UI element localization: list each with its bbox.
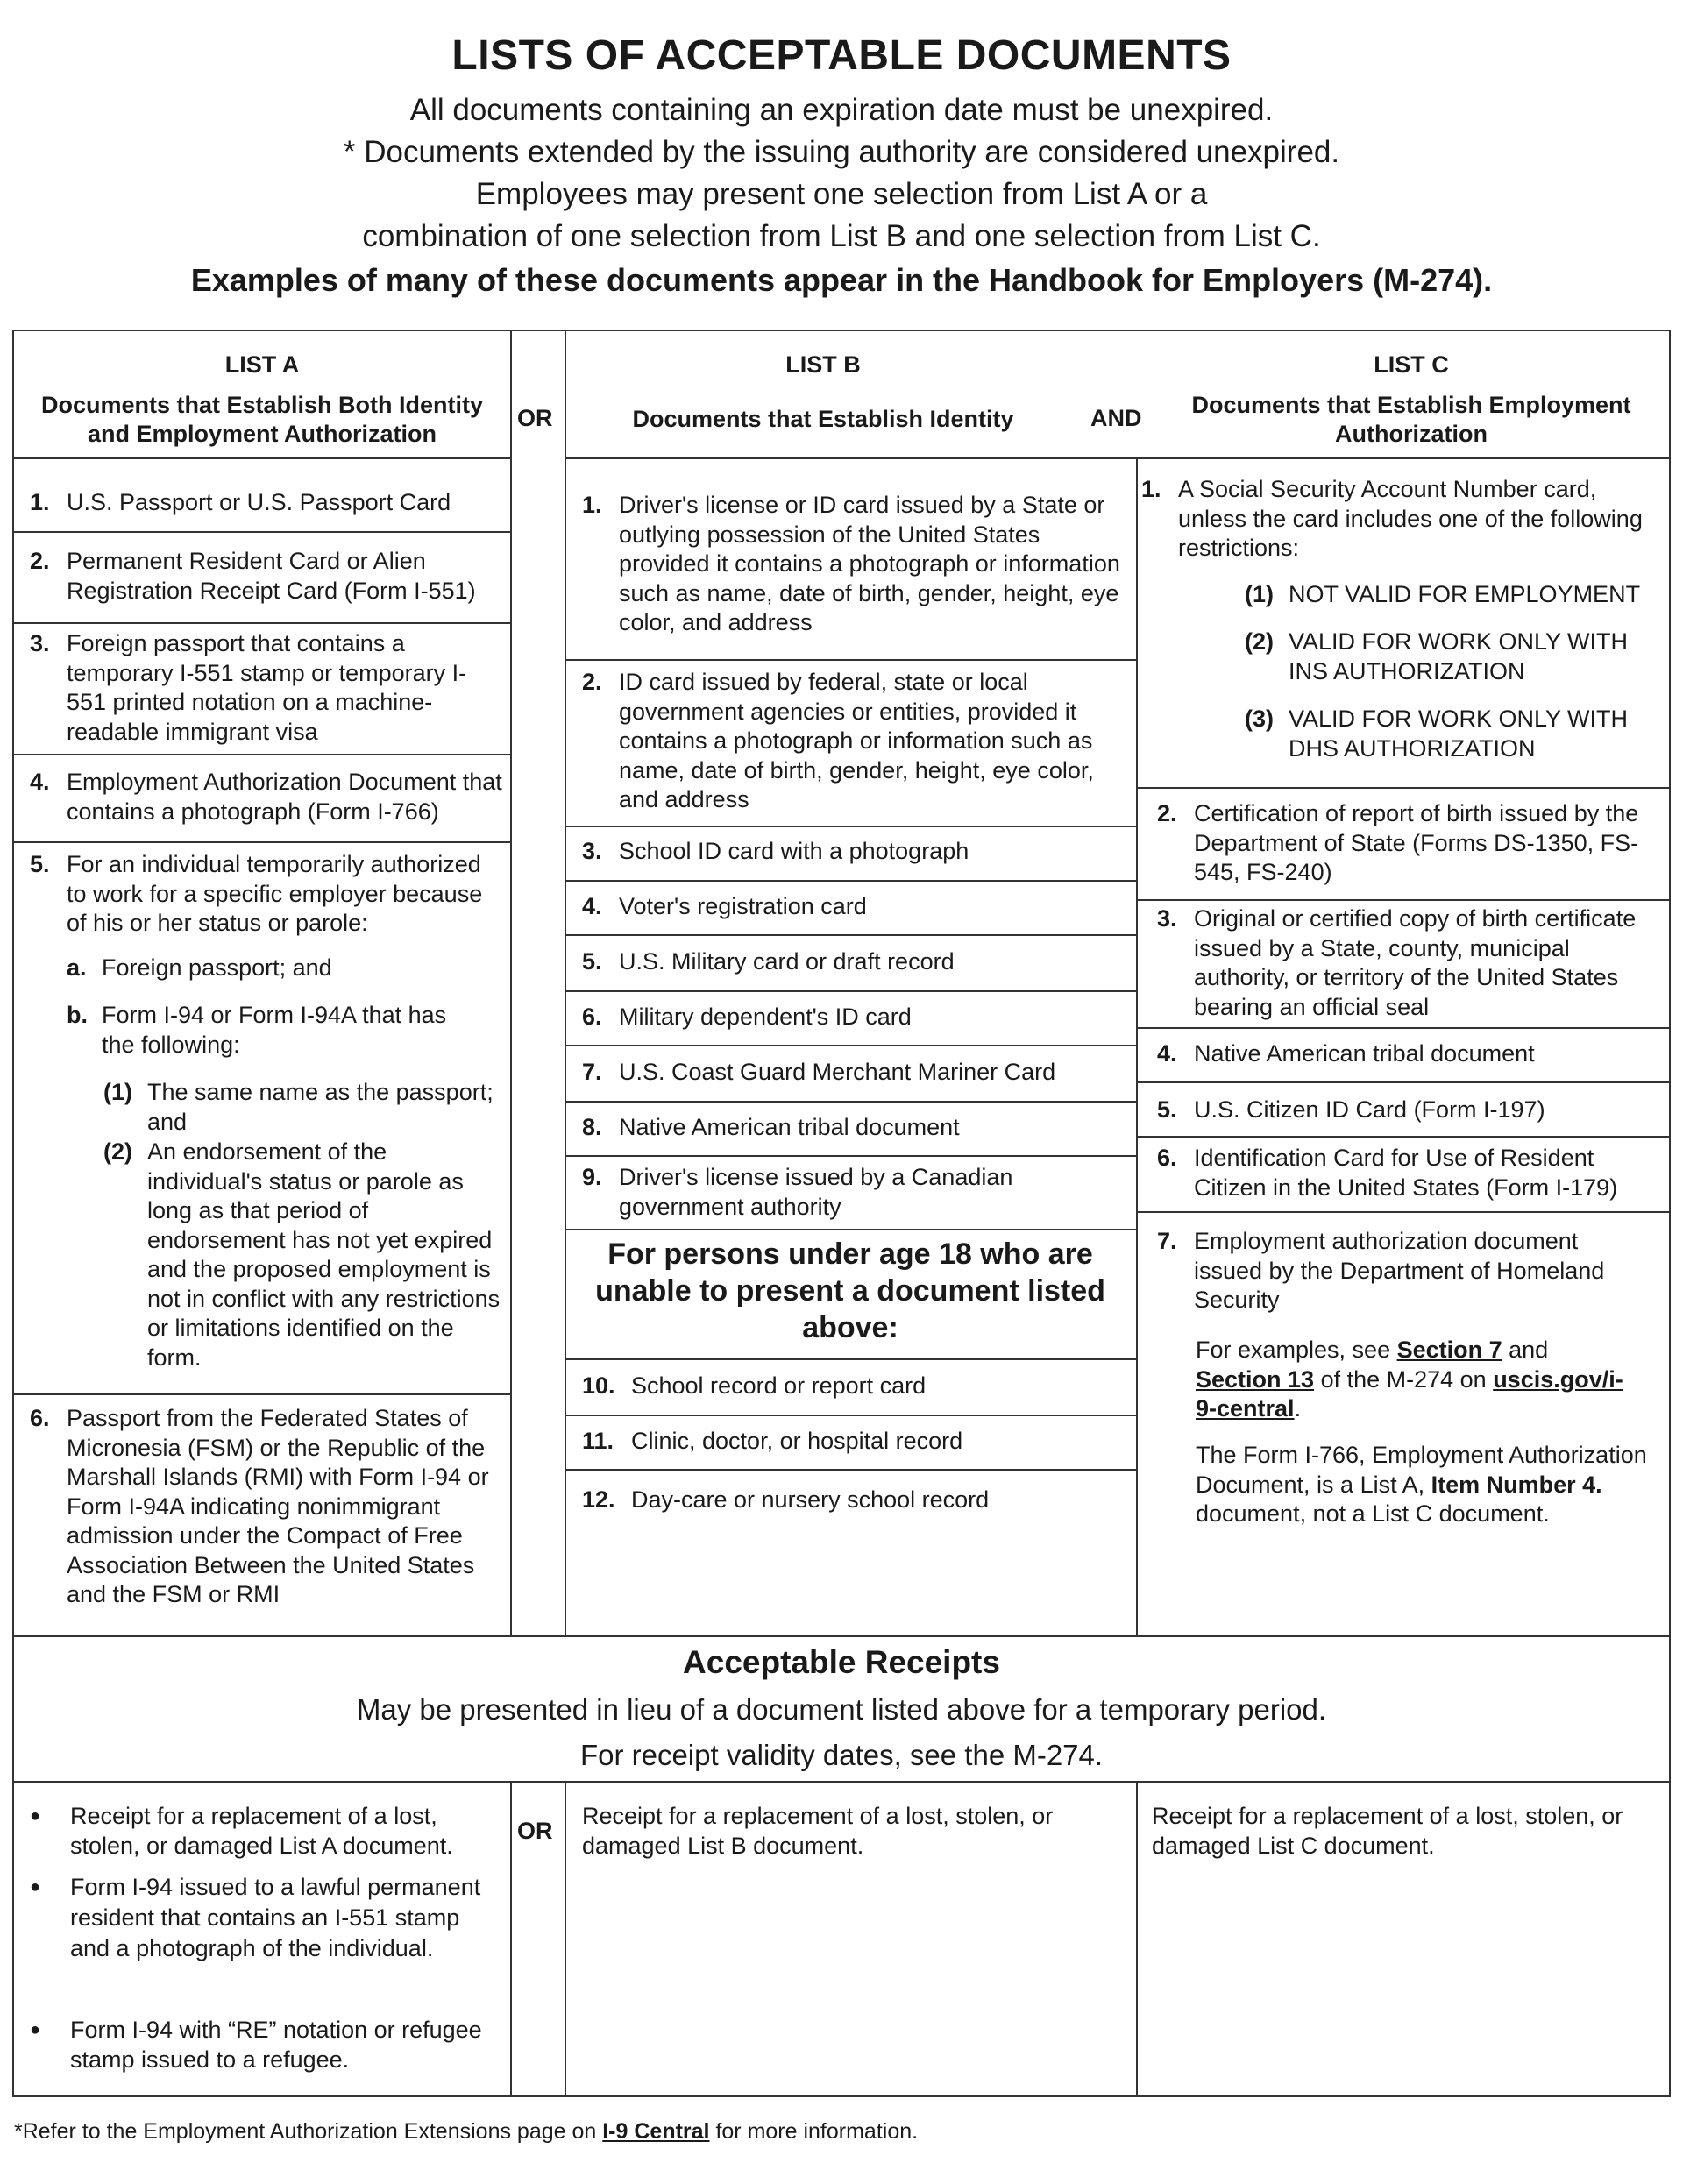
item-number: 9. [582,1164,602,1190]
item-text: NOT VALID FOR EMPLOYMENT [1289,581,1641,607]
note-text: . [1294,1395,1302,1422]
receipt-a-item [30,2016,486,2077]
receipt-divider-b-c [1136,1781,1138,2097]
item-text: U.S. Citizen ID Card (Form I-197) [1194,1096,1545,1123]
item-number: 6. [582,1003,602,1030]
item-number: 2. [1157,800,1177,826]
row-rule [1136,1081,1671,1083]
list-b-item [582,947,1127,977]
row-rule [12,622,510,624]
note-text: of the M-274 on [1314,1365,1494,1393]
receipts-header-rule [12,1781,1671,1783]
item-text: School record or report card [631,1372,927,1399]
list-b-item [582,1427,1127,1457]
list-a-subitem [103,1138,505,1379]
item-text: Certification of report of birth issued by the Department of State (Forms DS-1350, FS-545, FS-240) [1194,800,1639,885]
list-c-subheading: Documents that Establish Employment Authorization [1191,392,1631,447]
item-text: Native American tribal document [1194,1040,1535,1067]
selection-note-1: Employees may present one selection from List A or a [475,177,1208,211]
item-text: Form I-94 or Form I-94A that has the following: [102,1002,447,1058]
item-text: Passport from the Federated States of Micronesia (FSM) or the Republic of the Marshall Islands (RMI) with Form I-94 or Form I-94A indicating nonimmigrant admission under the Compact of Free Association Between the United States and the FSM or RMI [67,1405,489,1607]
row-rule [565,1045,1136,1046]
list-c-i766-note [1196,1441,1660,1529]
row-rule [1136,1027,1671,1029]
row-rule [565,990,1136,992]
receipt-divider-a-or [510,1781,512,2097]
list-a-heading: LIST A [224,351,300,378]
item-number: 4. [582,893,602,919]
item-number: (1) [103,1079,132,1105]
bullet-icon: ● [30,2020,41,2039]
row-rule [565,934,1136,936]
receipts-line-2: For receipt validity dates, see the M-274. [579,1739,1104,1771]
list-b-item [582,668,1127,820]
list-b-subheading: Documents that Establish Identity [632,406,1014,432]
footer-note [14,2119,1662,2145]
list-a-subitem [67,1001,479,1062]
list-c-restriction [1245,705,1657,766]
item-text: An endorsement of the individual's status or parole as long as that period of endorsement has not yet expired and the proposed employment is not in conflict with any restrictions or limitations identified on the form. [147,1138,501,1371]
list-b-heading: LIST B [785,351,861,378]
row-rule [12,531,510,533]
item-number: (3) [1245,706,1274,732]
divider-a-or [510,330,512,1635]
list-c-restriction [1245,580,1665,610]
item-text: ID card issued by federal, state or local government agencies or entities, provided it contains a photograph or information such as name, date of birth, gender, height, eye color, and address [619,669,1094,812]
item-number: 5. [582,948,602,975]
i9-central-link[interactable]: I-9 Central [602,2119,710,2144]
row-rule [565,1358,1136,1360]
note-text: For examples, see [1196,1337,1397,1363]
footer-text: for more information. [709,2119,919,2144]
item-number: 1. [30,489,50,515]
item-text: U.S. Military card or draft record [619,948,955,975]
item-number: 3. [1157,905,1177,932]
list-a-subitem [103,1078,503,1139]
list-c-item [1157,1144,1660,1205]
list-a-item [30,629,491,752]
footer-text: *Refer to the Employment Authorization Extensions page on [14,2119,603,2144]
item-text: VALID FOR WORK ONLY WITH DHS AUTHORIZATION [1289,706,1629,762]
list-b-item [582,1486,1127,1515]
row-rule [565,1101,1136,1103]
list-b-item [582,892,1127,922]
receipt-c-text: Receipt for a replacement of a lost, stolen, or damaged List C document. [1152,1803,1623,1859]
receipts-top-rule [12,1635,1671,1637]
under-18-heading: For persons under age 18 who are unable to present a document listed above: [595,1237,1105,1344]
item-number: 1. [1141,476,1161,502]
item-text: School ID card with a photograph [619,838,969,864]
item-number: 7. [582,1059,602,1085]
list-c-item [1157,1039,1660,1069]
item-number-ref: Item Number 4. [1431,1471,1602,1498]
item-number: 2. [582,669,602,695]
note-text: document, not a List C document. [1196,1500,1550,1527]
item-number: 4. [1157,1040,1177,1067]
list-c-item [1157,1227,1648,1318]
item-text: Receipt for a replacement of a lost, stolen, or damaged List A document. [70,1803,453,1859]
list-a-subheading: Documents that Establish Both Identity and Employment Authorization [40,392,484,447]
row-rule [1136,787,1671,789]
list-b-item [582,837,1127,867]
list-a-item [30,850,505,941]
item-number: 2. [30,548,50,574]
item-text: Form I-94 with “RE” notation or refugee stamp issued to a refugee. [70,2017,482,2073]
list-b-item [582,1113,1127,1143]
item-number: (1) [1245,581,1274,607]
item-text: VALID FOR WORK ONLY WITH INS AUTHORIZATION [1289,628,1629,684]
note-text: and [1502,1337,1549,1363]
divider-or-b [565,330,566,1635]
item-number: 3. [30,630,50,656]
list-a-item [30,488,503,518]
item-number: 3. [582,838,602,864]
row-rule [565,880,1136,882]
receipts-line-1: May be presented in lieu of a document listed above for a temporary period. [356,1693,1327,1726]
item-number: 12. [582,1486,615,1513]
item-number: 5. [30,851,50,877]
list-b-item [582,1163,1055,1224]
page-title: LISTS OF ACCEPTABLE DOCUMENTS [451,32,1232,79]
list-b-item [582,1372,1127,1401]
row-rule [565,1229,1136,1230]
list-b-item [582,1003,1127,1032]
list-b-item [582,1058,1127,1088]
list-c-item [1157,1096,1660,1125]
receipt-divider-or-b [565,1781,566,2097]
item-number: 4. [30,769,50,795]
list-a-item [30,1404,508,1614]
item-text: Driver's license or ID card issued by a State or outlying possession of the United States provided it contains a photograph or information such as name, date of birth, gender, height, eye color, and address [619,492,1120,635]
row-rule [565,826,1136,827]
list-b-item [582,491,1127,643]
or-label: OR [517,405,553,431]
receipt-or-label: OR [517,1818,553,1844]
row-rule [1136,899,1671,901]
receipt-a-item [30,1872,486,1991]
item-text: U.S. Passport or U.S. Passport Card [67,489,451,515]
item-text: Employment Authorization Document that contains a photograph (Form I-766) [67,769,502,825]
receipt-a-item [30,1802,503,1863]
list-c-item [1141,475,1664,566]
section-13-link[interactable]: Section 13 [1196,1365,1315,1393]
and-label: AND [1090,405,1142,431]
receipt-b-text: Receipt for a replacement of a lost, stolen, or damaged List B document. [582,1803,1054,1859]
item-number: b. [67,1002,88,1028]
uscis-link[interactable]: uscis.gov/i-9-central [1196,1365,1623,1422]
item-number: 6. [30,1405,50,1431]
receipts-title: Acceptable Receipts [683,1644,1000,1680]
item-text: Foreign passport that contains a temporary I-551 stamp or temporary I-551 printed notation on a machine-readable immigrant visa [67,630,467,745]
row-rule [565,659,1136,661]
table-left-border [12,330,14,2097]
item-number: 1. [582,492,602,518]
table-right-border [1669,330,1671,2097]
row-rule [12,1393,510,1395]
header-rule-bc [565,457,1671,459]
note-text: The Form I-766, Employment Authorization Document, is a List A, [1196,1442,1647,1498]
item-text: Employment authorization document issued by the Department of Homeland Security [1194,1228,1605,1313]
selection-note-2: combination of one selection from List B and one selection from List C. [362,219,1321,253]
row-rule [1136,1211,1671,1213]
item-number: 5. [1157,1096,1177,1123]
item-number: 8. [582,1114,602,1140]
list-c-examples-note [1196,1336,1634,1424]
item-number: 11. [582,1428,614,1454]
item-text: Day-care or nursery school record [631,1486,990,1513]
item-text: For an individual temporarily authorized to work for a specific employer because of his or her status or parole: [67,851,483,936]
item-text: U.S. Coast Guard Merchant Mariner Card [619,1059,1056,1085]
bullet-icon: ● [30,1877,41,1897]
item-text: Original or certified copy of birth certificate issued by a State, county, municipal authority, or territory of the United States bearing an official seal [1194,905,1637,1020]
section-7-link[interactable]: Section 7 [1396,1337,1502,1363]
item-number: 6. [1157,1145,1177,1171]
list-c-heading: LIST C [1374,351,1449,378]
handbook-note: Examples of many of these documents appear in the Handbook for Employers (M-274). [190,262,1493,298]
list-c-restriction [1245,628,1657,689]
divider-b-c [1136,457,1138,1635]
item-number: 7. [1157,1228,1177,1254]
item-text: Foreign passport; and [102,954,332,981]
table-top-border [12,330,1671,331]
row-rule [565,1415,1136,1416]
item-text: Driver's license issued by a Canadian government authority [619,1164,1013,1220]
row-rule [1136,1136,1671,1138]
extension-note: * Documents extended by the issuing authority are considered unexpired. [343,135,1340,169]
item-text: Clinic, doctor, or hospital record [631,1428,963,1454]
header-rule-a [12,457,510,459]
item-text: Permanent Resident Card or Alien Registration Receipt Card (Form I-551) [67,548,476,604]
item-text: Identification Card for Use of Resident Citizen in the United States (Form I-179) [1194,1145,1618,1201]
expiration-note: All documents containing an expiration date must be unexpired. [409,93,1274,127]
item-text: Voter's registration card [619,893,867,919]
table-bottom-border [12,2095,1671,2097]
item-text: Form I-94 issued to a lawful permanent resident that contains an I-551 stamp and a photograph of the individual. [70,1874,481,1961]
list-a-item [30,547,503,608]
item-number: (2) [103,1138,132,1165]
row-rule [12,754,510,755]
list-c-item [1157,799,1660,890]
item-text: A Social Security Account Number card, unless the card includes one of the following restrictions: [1178,476,1643,561]
item-number: (2) [1245,628,1274,655]
item-number: a. [67,954,87,981]
list-a-item [30,768,512,829]
row-rule [12,841,510,843]
bullet-icon: ● [30,1806,41,1826]
item-text: Military dependent's ID card [619,1003,912,1030]
list-c-item [1157,904,1660,1027]
item-text: Native American tribal document [619,1114,960,1140]
item-number: 10. [582,1372,615,1399]
item-text: The same name as the passport; and [147,1079,494,1135]
list-a-subitem [67,954,505,983]
row-rule [565,1469,1136,1471]
row-rule [565,1155,1136,1157]
